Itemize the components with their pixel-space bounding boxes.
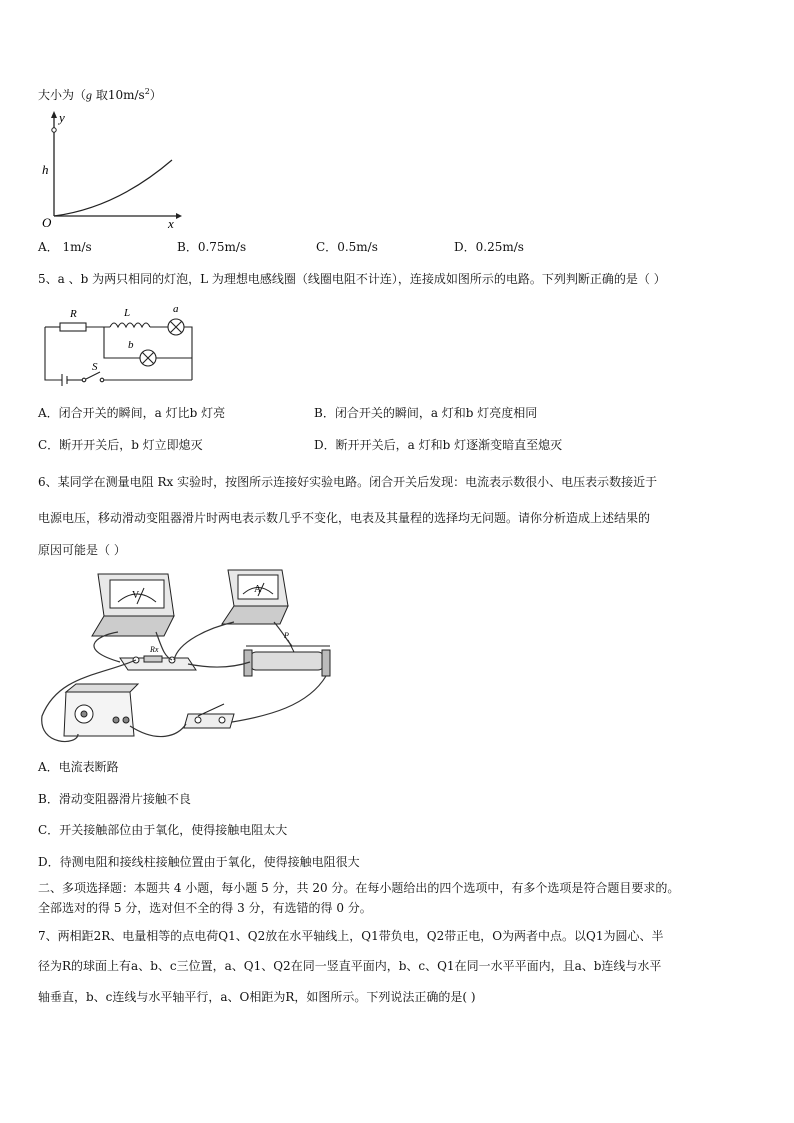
resistor-symbol (60, 323, 86, 331)
q6-stem-line3: 原因可能是（ ） (38, 543, 126, 557)
label-a: a (173, 303, 179, 315)
option-text: 待测电阻和接线柱接触位置由于氧化，使得接触电阻很大 (59, 855, 360, 869)
q6-option-b (38, 791, 191, 807)
q5-option-d (314, 437, 562, 453)
option-text: 滑动变阻器滑片接触不良 (58, 792, 191, 806)
option-letter: A． (38, 760, 59, 774)
option-letter: A． (38, 240, 59, 254)
switch-contact-right (100, 378, 104, 382)
ammeter-icon (222, 570, 288, 624)
label-b: b (128, 339, 134, 351)
q4-option-b (177, 239, 246, 255)
q6-option-d (38, 854, 360, 870)
option-letter: C． (38, 823, 60, 837)
resistor-board-icon (120, 656, 196, 670)
q4-g-symbol: g (86, 88, 93, 102)
q4-tail-text (38, 84, 162, 103)
option-letter: B． (314, 406, 335, 420)
y-label: y (59, 110, 65, 125)
q6-apparatus-figure (38, 566, 358, 756)
y-axis-arrow-icon (51, 111, 57, 118)
h-label: h (42, 162, 49, 177)
q6-option-a (38, 759, 119, 775)
origin-label: O (42, 215, 52, 230)
q4-graph (36, 108, 186, 230)
option-letter: C． (38, 438, 60, 452)
option-letter: D． (38, 855, 60, 869)
q6-stem-line1: 6、某同学在测量电阻 Rx 实验时，按图所示连接好实验电路。闭合开关后发现：电流表示数很小、电压表示数接近于 (38, 475, 658, 489)
rheostat-icon (244, 640, 330, 676)
start-point (52, 128, 56, 132)
x-axis-arrow-icon (176, 213, 182, 219)
power-supply-icon (64, 684, 138, 736)
q4-option-d (454, 239, 524, 255)
label-R: R (70, 308, 77, 320)
q5-option-b (314, 405, 537, 421)
option-text: 电流表断路 (58, 760, 119, 774)
q4-superscript: 2 (144, 87, 150, 96)
q4-tail-mid: 取10m/s (92, 88, 145, 102)
right-wire (184, 327, 192, 380)
voltmeter-label: V (132, 590, 140, 601)
option-text: 0.75m/s (197, 240, 247, 254)
q5-circuit-diagram (40, 302, 200, 388)
section2-header-line1: 二、多项选择题：本题共 4 小题，每小题 5 分，共 20 分。在每小题给出的四个选项中，有多个选项是符合题目要求的。 (38, 881, 680, 895)
battery-symbol (62, 374, 67, 386)
option-text: 0.5m/s (337, 240, 378, 254)
switch-lever-icon (86, 372, 100, 379)
option-text: 1m/s (62, 240, 92, 254)
option-letter: B． (38, 792, 59, 806)
q6-option-c (38, 822, 287, 838)
label-L: L (124, 307, 131, 319)
left-wire (45, 327, 62, 380)
switch-contact-left (82, 378, 86, 382)
slider-p-label: P (284, 631, 289, 640)
q4-tail-end: ） (149, 88, 162, 102)
q7-stem-line3: 轴垂直，b、c连线与水平轴平行，a、O相距为R，如图所示。下列说法正确的是( ) (38, 990, 476, 1004)
voltmeter-icon (92, 574, 174, 636)
q4-option-a (38, 239, 92, 255)
section2-header-line2: 全部选对的得 5 分，选对但不全的得 3 分，有选错的得 0 分。 (38, 901, 372, 915)
option-text: 开关接触部位由于氧化，使得接触电阻太大 (59, 823, 288, 837)
option-letter: D． (314, 438, 336, 452)
option-text: 0.25m/s (475, 240, 524, 254)
option-letter: C． (316, 240, 338, 254)
branch-wire-left (104, 327, 140, 358)
q4-tail-prefix: 大小为（ (38, 88, 87, 102)
trajectory-curve (54, 160, 172, 216)
option-letter: B． (177, 240, 198, 254)
option-letter: D． (454, 240, 476, 254)
lamp-b-cross (142, 352, 154, 364)
x-label: x (168, 216, 174, 230)
option-text: 闭合开关的瞬间，a 灯比b 灯亮 (58, 406, 226, 420)
inductor-coil-symbol (110, 323, 150, 327)
q7-stem-line2: 径为R的球面上有a、b、c三位置，a、Q1、Q2在同一竖直平面内，b、c、Q1在同一水平平面内，且a、b连线与水平 (38, 959, 662, 973)
q6-stem-line2: 电源电压，移动滑动变阻器滑片时两电表示数几乎不变化，电表及其量程的选择均无问题。请你分析造成上述结果的 (38, 511, 651, 525)
label-S: S (92, 361, 98, 373)
option-text: 断开开关后，a 灯和b 灯逐渐变暗直至熄灭 (335, 438, 563, 452)
q5-stem: 5、a 、b 为两只相同的灯泡，L 为理想电感线圈（线圈电阻不计连），连接成如图所示的电路。下列判断正确的是（ ） (38, 272, 666, 286)
knife-switch-icon (184, 704, 234, 728)
q4-option-c (316, 239, 378, 255)
option-text: 闭合开关的瞬间，a 灯和b 灯亮度相同 (334, 406, 538, 420)
lamp-a-cross (170, 321, 182, 333)
q5-option-c (38, 437, 203, 453)
option-text: 断开开关后，b 灯立即熄灭 (59, 438, 203, 452)
ammeter-label: A (254, 584, 262, 595)
q7-stem-line1: 7、两相距2R、电量相等的点电荷Q1、Q2放在水平轴线上，Q1带负电，Q2带正电，O为两者中点。以Q1为圆心、半 (38, 929, 664, 943)
option-letter: A． (38, 406, 59, 420)
rx-label: Rx (150, 645, 159, 654)
q5-option-a (38, 405, 225, 421)
